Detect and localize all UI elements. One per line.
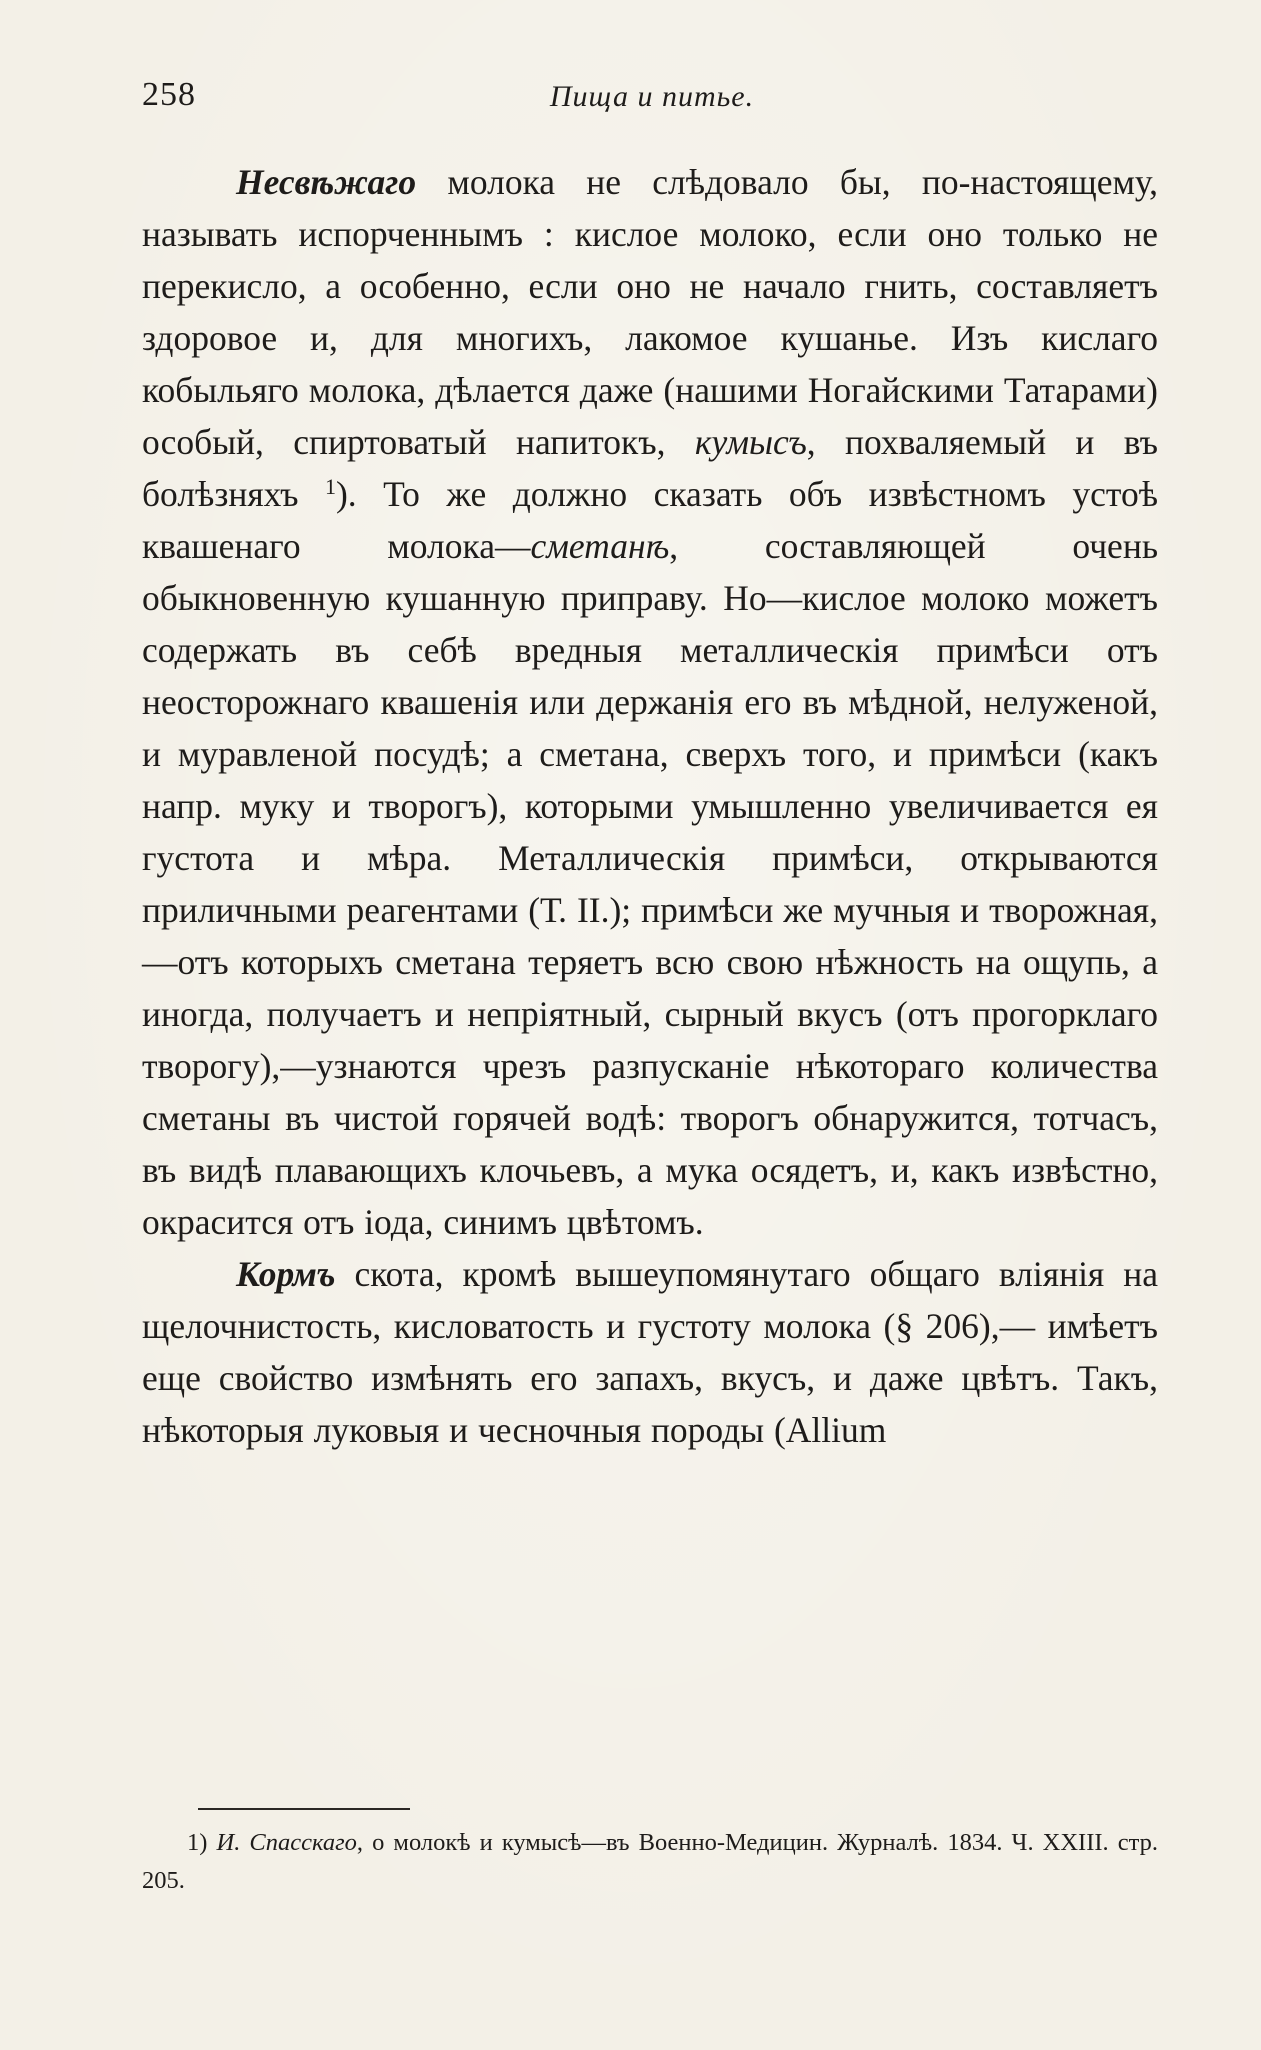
italic-term-kumys: кумысъ bbox=[694, 422, 807, 462]
footnote bbox=[142, 1824, 1158, 1900]
paragraph-text: молока не слѣдовало бы, по-настоящему, называть испорченнымъ : кислое молоко, если оно только не перекисло, а особенно, если оно не начало гнить, составляетъ здоровое и, для многихъ, лакомое кушанье. Изъ кислаго кобыльяго молока, дѣлается даже (нашими Ногайскими Татарами) особый, спиртоватый напитокъ, bbox=[142, 162, 1158, 462]
paragraph-feed bbox=[142, 1248, 1158, 1456]
footnote-marker: 1) bbox=[187, 1829, 217, 1856]
page-number: 258 bbox=[142, 76, 196, 113]
running-title: Пища и питье. bbox=[549, 80, 755, 113]
paragraph-text: ). То же должно сказать объ извѣстномъ устоѣ квашенаго молока— bbox=[142, 474, 1158, 566]
footnote-author: И. Спасскаго bbox=[216, 1829, 357, 1856]
footnote-divider bbox=[198, 1808, 410, 1810]
page-header bbox=[142, 70, 1162, 130]
paragraph-text: скота, кромѣ вышеупомянутаго общаго вліянія на щелочнистость, кисловатость и густоту молока (§ 206),— имѣетъ еще свойство измѣнять его запахъ, вкусъ, и даже цвѣтъ. Такъ, нѣкоторыя луковыя и чесночныя породы (Allium bbox=[142, 1254, 1158, 1450]
italic-term-smetana: сметанѣ bbox=[530, 526, 670, 566]
paragraph-lead-word: Несвѣжаго bbox=[236, 162, 417, 202]
paragraph-lead-word: Кормъ bbox=[236, 1254, 336, 1294]
paragraph-text: , похваляемый и въ болѣзняхъ bbox=[142, 422, 1159, 514]
footnote-reference[interactable]: 1 bbox=[324, 474, 336, 499]
paragraph-text: , составляющей очень обыкновенную кушанную приправу. Но—кислое молоко можетъ содержать въ себѣ вредныя металлическія примѣси отъ неосторожнаго квашенія или держанія его въ мѣдной, нелуженой, и муравленой посудѣ; а сметана, сверхъ того, и примѣси (какъ напр. муку и творогъ), которыми умышленно увеличивается ея густота и мѣра. Металлическія примѣси, открываются приличными реагентами (Т. II.); примѣси же мучныя и творожная,—отъ которыхъ сметана теряетъ всю свою нѣжность на ощупь, а иногда, получаетъ и непріятный, сырный вкусъ (отъ прогорклаго творогу),—узнаются чрезъ разпусканіе нѣкотораго количества сметаны въ чистой горячей водѣ: творогъ обнаружится, тотчасъ, въ видѣ плавающихъ клочьевъ, а мука осядетъ, и, какъ извѣстно, окрасится отъ іода, синимъ цвѣтомъ. bbox=[142, 526, 1159, 1242]
paragraph-fresh-milk bbox=[142, 156, 1158, 1248]
body-text bbox=[142, 156, 1158, 1456]
footnote-text: , о молокѣ и кумысѣ—въ Военно-Медицин. Журналѣ. 1834. Ч. XXIII. стр. 205. bbox=[142, 1829, 1158, 1894]
